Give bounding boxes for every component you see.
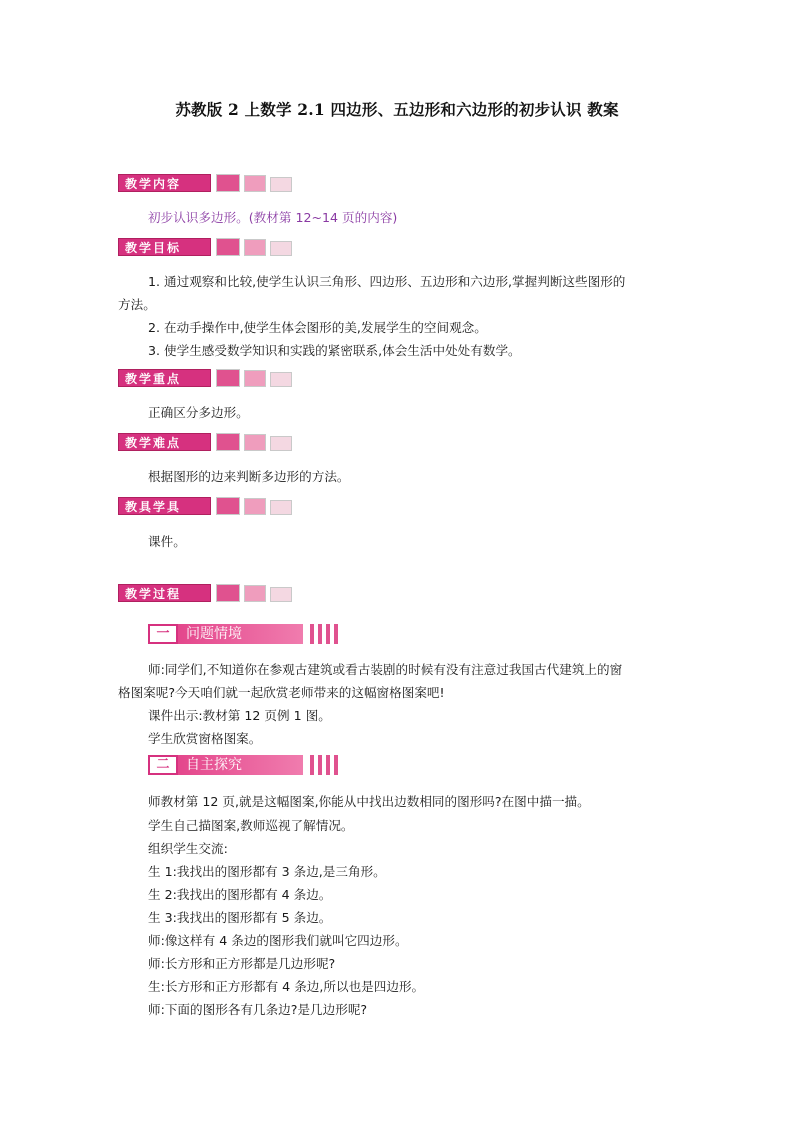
decor-square <box>244 434 266 451</box>
difficulties-text: 根据图形的边来判断多边形的方法。 <box>148 469 350 484</box>
paragraph-line: 师:像这样有 4 条边的图形我们就叫它四边形。 <box>148 933 408 948</box>
paragraph-line: 生 1:我找出的图形都有 3 条边,是三角形。 <box>148 864 386 879</box>
decor-stripe <box>326 755 330 775</box>
tools-text: 课件。 <box>148 534 186 549</box>
paragraph-line: 格图案呢?今天咱们就一起欣赏老师带来的这幅窗格图案吧! <box>118 685 445 700</box>
decor-square <box>216 497 240 515</box>
decor-square <box>216 433 240 451</box>
subsection-number: 二 <box>148 755 178 775</box>
section-label: 教学过程 <box>118 584 211 602</box>
section-label: 教学难点 <box>118 433 211 451</box>
content-text: 初步认识多边形。(教材第 12~14 页的内容) <box>148 210 398 225</box>
decor-square <box>244 175 266 192</box>
paragraph-line: 生:长方形和正方形都有 4 条边,所以也是四边形。 <box>148 979 425 994</box>
objective-line: 方法。 <box>118 297 156 312</box>
decor-square <box>244 239 266 256</box>
paragraph-line: 学生自己描图案,教师巡视了解情况。 <box>148 818 354 833</box>
subsection-title: 自主探究 <box>178 755 303 775</box>
decor-stripe <box>334 624 338 644</box>
objective-line: 1. 通过观察和比较,使学生认识三角形、四边形、五边形和六边形,掌握判断这些图形的 <box>148 274 626 289</box>
objective-line: 3. 使学生感受数学知识和实践的紧密联系,体会生活中处处有数学。 <box>148 343 521 358</box>
paragraph-line: 师:同学们,不知道你在参观古建筑或看古装剧的时候有没有注意过我国古代建筑上的窗 <box>148 662 623 677</box>
decor-square <box>244 370 266 387</box>
paragraph-line: 师:下面的图形各有几条边?是几边形呢? <box>148 1002 368 1017</box>
decor-square <box>270 500 292 515</box>
decor-stripe <box>326 624 330 644</box>
decor-square <box>270 587 292 602</box>
key-points-text: 正确区分多边形。 <box>148 405 249 420</box>
paragraph-line: 生 3:我找出的图形都有 5 条边。 <box>148 910 332 925</box>
subsection-title: 问题情境 <box>178 624 303 644</box>
decor-square <box>270 436 292 451</box>
subsection-number: 一 <box>148 624 178 644</box>
paragraph-line: 生 2:我找出的图形都有 4 条边。 <box>148 887 332 902</box>
decor-square <box>270 372 292 387</box>
paragraph-line: 组织学生交流: <box>148 841 228 856</box>
paragraph-line: 学生欣赏窗格图案。 <box>148 731 262 746</box>
decor-square <box>270 241 292 256</box>
decor-stripe <box>318 624 322 644</box>
section-label: 教学目标 <box>118 238 211 256</box>
decor-square <box>216 174 240 192</box>
section-label: 教学重点 <box>118 369 211 387</box>
decor-square <box>244 585 266 602</box>
decor-square <box>216 369 240 387</box>
page-title: 苏教版 2 上数学 2.1 四边形、五边形和六边形的初步认识 教案 <box>175 100 619 119</box>
decor-square <box>270 177 292 192</box>
decor-square <box>244 498 266 515</box>
section-label: 教学内容 <box>118 174 211 192</box>
objective-line: 2. 在动手操作中,使学生体会图形的美,发展学生的空间观念。 <box>148 320 487 335</box>
decor-stripe <box>318 755 322 775</box>
decor-square <box>216 238 240 256</box>
decor-square <box>216 584 240 602</box>
paragraph-line: 师教材第 12 页,就是这幅图案,你能从中找出边数相同的图形吗?在图中描一描。 <box>148 794 590 809</box>
paragraph-line: 师:长方形和正方形都是几边形呢? <box>148 956 336 971</box>
decor-stripe <box>334 755 338 775</box>
section-label: 教具学具 <box>118 497 211 515</box>
decor-stripe <box>310 624 314 644</box>
decor-stripe <box>310 755 314 775</box>
paragraph-line: 课件出示:教材第 12 页例 1 图。 <box>148 708 331 723</box>
